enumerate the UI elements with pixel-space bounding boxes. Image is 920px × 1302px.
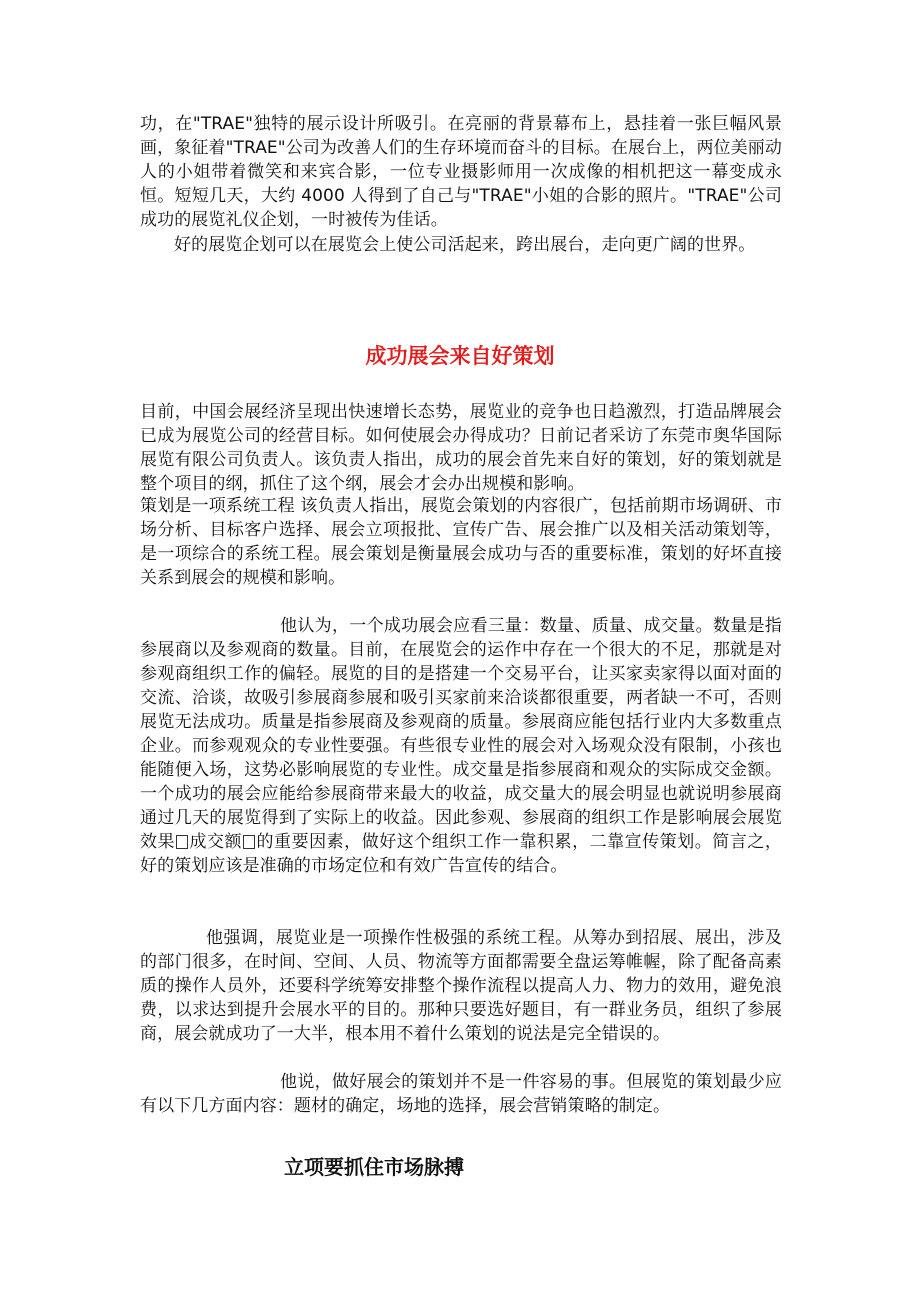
paragraph-three-quantities <box>140 614 782 878</box>
text-segment: 的重要因素，做好这个组织工作一靠积累，二靠宣传策划。简言之，好的策划应该是准确的市场定位和有效广告宣传的结合。 <box>140 832 782 876</box>
text-segment: 他认为，一个成功展会应看三量：数量、质量、成交量。数量是指参展商以及参观商的数量。目前，在展览会的运作中存在一个很大的不足，那就是对参观商组织工作的偏轻。展览的目的是搭建一个交易平台，让买家卖家得以面对面的交流、洽谈，故吸引参展商参展和吸引买家前来洽谈都很重要，两者缺一不可，否则展览无法成功。质量是指参展商及参观商的质量。参展商应能包括行业内大多数重点企业。而参观观众的专业性要强。有些很专业性的展会对入场观众没有限制，小孩也能随便入场，这势必影响展览的专业性。成交量是指参展商和观众的实际成交金额。一个成功的展会应能给参展商带来最大的收益，成交量大的展会明显也就说明参展商通过几天的展览得到了实际上的收益。因此参观、参展商的组织工作是影响展会展览效果 <box>140 616 782 852</box>
paragraph-system-engineering: 策划是一项系统工程 该负责人指出，展览会策划的内容很广，包括前期市场调研、市场分析、目标客户选择、展会立项报批、宣传广告、展会推广以及相关活动策划等，是一项综合的系统工程。展会策划是衡量展会成功与否的重要标准，策划的好坏直接关系到展会的规模和影响。 <box>140 496 782 588</box>
paragraph-intro: 目前，中国会展经济呈现出快速增长态势，展览业的竞争也日趋激烈，打造品牌展会已成为展览公司的经营目标。如何使展会办得成功？日前记者采访了东莞市奥华国际展览有限公司负责人。该负责人指出，成功的展会首先来自好的策划，好的策划就是整个项目的纲，抓住了这个纲，展会才会办出规模和影响。 <box>140 402 782 494</box>
paragraph-planning-content: 他说，做好展会的策划并不是一件容易的事。但展览的策划最少应有以下几方面内容：题材的确定，场地的选择，展会营销策略的制定。 <box>140 1072 782 1116</box>
paragraph-planning-benefit: 好的展览企划可以在展览会上使公司活起来，跨出展台，走向更广阔的世界。 <box>174 235 756 255</box>
paragraph-operational-emphasis: 他强调，展览业是一项操作性极强的系统工程。从筹办到招展、展出，涉及的部门很多，在时间、空间、人员、物流等方面都需要全盘运筹帷幄，除了配备高素质的操作人员外，还要科学统筹安排整个操作流程以提高人力、物力的效用，避免浪费，以求达到提升会展水平的目的。那种只要选好题目，有一群业务员，组织了参展商，展会就成功了一大半，根本用不着什么策划的说法是完全错误的。 <box>140 928 782 1044</box>
missing-glyph-box <box>176 835 188 849</box>
missing-glyph-box <box>243 835 255 849</box>
section-heading: 立项要抓住市场脉搏 <box>284 1155 464 1179</box>
paragraph-trae-story: 功，在"TRAE"独特的展示设计所吸引。在亮丽的背景幕布上，悬挂着一张巨幅风景画，象征着"TRAE"公司为改善人们的生存环境而奋斗的目标。在展台上，两位美丽动人的小姐带着微笑和来宾合影，一位专业摄影师用一次成像的相机把这一幕变成永恒。短短几天，大约 4000 人得到了自己与"TRAE"小姐的合影的照片。"TRAE"公司成功的展览礼仪企划，一时被传为佳话。 <box>140 114 782 230</box>
main-title: 成功展会来自好策划 <box>365 344 555 368</box>
text-segment: 成交额 <box>189 832 243 852</box>
